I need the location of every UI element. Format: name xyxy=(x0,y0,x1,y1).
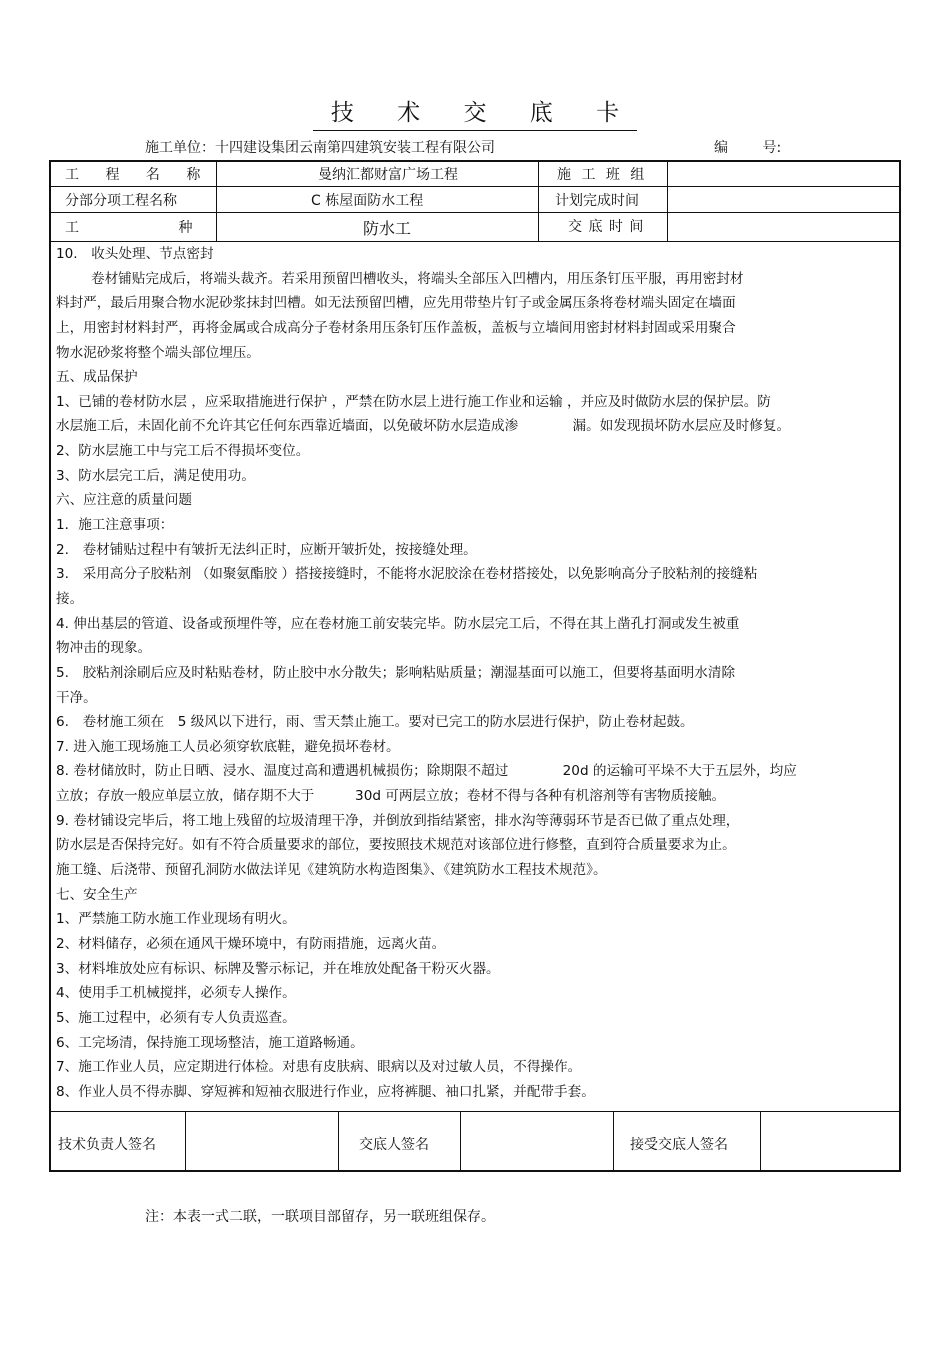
content-line: 1、严禁施工防水施工作业现场有明火。 xyxy=(56,911,296,928)
footer-note: 注：本表一式二联，一联项目部留存，另一联班组保存。 xyxy=(145,1209,495,1225)
content-line: 立放；存放一般应单层立放，储存期不大于 30d 可两层立放；卷材不得与各种有机溶剂等有害物质接触。 xyxy=(56,788,726,805)
content-line: 卷材铺贴完成后，将端头裁齐。若采用预留凹槽收头，将端头全部压入凹槽内，用压条钉压平服，再用密封材 xyxy=(91,270,744,287)
receiver-sign-label: 接受交底人签名 xyxy=(630,1137,728,1153)
construction-unit: 施工单位：十四建设集团云南第四建筑安装工程有限公司 xyxy=(145,140,495,156)
content-line: 6、工完场清，保持施工现场整洁，施工道路畅通。 xyxy=(56,1034,364,1051)
content-line: 5. 胶粘剂涂刷后应及时粘贴卷材，防止胶中水分散失；影响粘贴质量；潮湿基面可以施工，但要将基面明水清除 xyxy=(56,664,736,681)
content-line: 3、防水层完工后，满足使用功。 xyxy=(56,467,255,484)
tech-lead-sign-field[interactable] xyxy=(186,1112,337,1171)
content-line: 接。 xyxy=(56,590,84,607)
project-name-label: 工 程 名 称 xyxy=(65,167,201,183)
content-line: 上，用密封材料封严，再将金属或合成高分子卷材条用压条钉压作盖板，盖板与立墙间用密封材料封固或采用聚合 xyxy=(56,319,736,336)
content-line: 7. 进入施工现场施工人员必须穿软底鞋，避免损坏卷材。 xyxy=(56,738,400,755)
giver-sign-label: 交底人签名 xyxy=(359,1137,429,1153)
col-divider xyxy=(613,1111,614,1172)
content-line: 施工缝、后浇带、预留孔洞防水做法详见《建筑防水构造图集》、《建筑防水工程技术规范》。 xyxy=(56,862,607,879)
content-line: 9. 卷材铺设完毕后，将工地上残留的垃圾清理干净，并倒放到指结紧密，排水沟等薄弱环节是否已做了重点处理， xyxy=(56,812,740,829)
content-line: 防水层是否保持完好。如有不符合质量要求的部位，要按照技术规范对该部位进行修整，直到符合质量要求为止。 xyxy=(56,837,736,854)
section-heading: 六、应注意的质量问题 xyxy=(56,492,192,509)
content-line: 2、材料储存，必须在通风干燥环境中，有防雨措施，远离火苗。 xyxy=(56,935,446,952)
plan-time-label: 计划完成时间 xyxy=(555,193,639,209)
content-line: 干净。 xyxy=(56,689,97,706)
document-title: 技 术 交 底 卡 xyxy=(0,94,950,127)
content-line: 3. 采用高分子胶粘剂 （如聚氨酯胶 ）搭接接缝时，不能将水泥胶涂在卷材搭接处，以免影响高分子胶粘剂的接缝粘 xyxy=(56,566,758,583)
section-heading: 七、安全生产 xyxy=(56,886,138,903)
col-divider xyxy=(338,1111,339,1172)
col-divider xyxy=(216,160,217,241)
content-line: 6. 卷材施工须在 5 级风以下进行，雨、雪天禁止施工。要对已完工的防水层进行保护，防止卷材起鼓。 xyxy=(56,714,694,731)
brief-time-label: 交 底 时 间 xyxy=(568,219,644,235)
content-line: 7、施工作业人员，应定期进行体检。对患有皮肤病、眼病以及对过敏人员，不得操作。 xyxy=(56,1059,582,1076)
content-line: 物冲击的现象。 xyxy=(56,640,152,657)
subproject-value: C 栋屋面防水工程 xyxy=(311,193,424,209)
project-name-value: 曼纳汇都财富广场工程 xyxy=(318,167,458,183)
subproject-label: 分部分项工程名称 xyxy=(65,193,177,209)
trade-label: 工 种 xyxy=(65,220,193,236)
number-label: 编 号: xyxy=(714,140,782,156)
content-line: 3、材料堆放处应有标识、标牌及警示标记，并在堆放处配备干粉灭火器。 xyxy=(56,960,500,977)
briefing-content xyxy=(56,242,886,1104)
content-line: 8. 卷材储放时，防止日晒、浸水、温度过高和遭遇机械损伤；除期限不超过 20d 的运输可平垛不大于五层外，均应 xyxy=(56,763,797,780)
content-line: 料封严，最后用聚合物水泥砂浆抹封凹槽。如无法预留凹槽，应先用带垫片钉子或金属压条将卷材端头固定在墙面 xyxy=(56,295,736,312)
trade-value: 防水工 xyxy=(363,219,412,238)
content-line: 8、作业人员不得赤脚、穿短裤和短袖衣服进行作业，应将裤腿、袖口扎紧，并配带手套。 xyxy=(56,1083,595,1100)
content-line: 10. 收头处理、节点密封 xyxy=(56,246,214,262)
content-line: 2、防水层施工中与完工后不得损坏变位。 xyxy=(56,443,310,460)
row-divider xyxy=(49,212,901,213)
section-heading: 五、成品保护 xyxy=(56,369,138,386)
row-divider xyxy=(49,186,901,187)
content-line: 1、已铺的卷材防水层 ，应采取措施进行保护 ，严禁在防水层上进行施工作业和运输 ，并应及时做防水层的保护层。防 xyxy=(56,393,771,410)
giver-sign-field[interactable] xyxy=(461,1112,612,1171)
content-line: 物水泥砂浆将整个端头部位埋压。 xyxy=(56,344,260,361)
content-line: 1．施工注意事项： xyxy=(56,517,174,534)
content-line: 5、施工过程中，必须有专人负责巡查。 xyxy=(56,1009,296,1026)
col-divider xyxy=(538,160,539,241)
tech-lead-sign-label: 技术负责人签名 xyxy=(58,1137,156,1153)
content-line: 4. 伸出基层的管道、设备或预埋件等，应在卷材施工前安装完毕。防水层完工后，不得在其上凿孔打洞或发生被重 xyxy=(56,615,740,632)
receiver-sign-field[interactable] xyxy=(761,1112,899,1171)
team-label: 施 工 班 组 xyxy=(557,167,645,183)
content-line: 2. 卷材铺贴过程中有皱折无法纠正时，应断开皱折处，按接缝处理。 xyxy=(56,541,477,558)
content-line: 4、使用手工机械搅拌，必须专人操作。 xyxy=(56,985,296,1002)
col-divider xyxy=(667,160,668,241)
content-line: 水层施工后，未固化前不允许其它任何东西靠近墙面，以免破坏防水层造成渗 漏。如发现损坏防水层应及时修复。 xyxy=(56,418,791,435)
